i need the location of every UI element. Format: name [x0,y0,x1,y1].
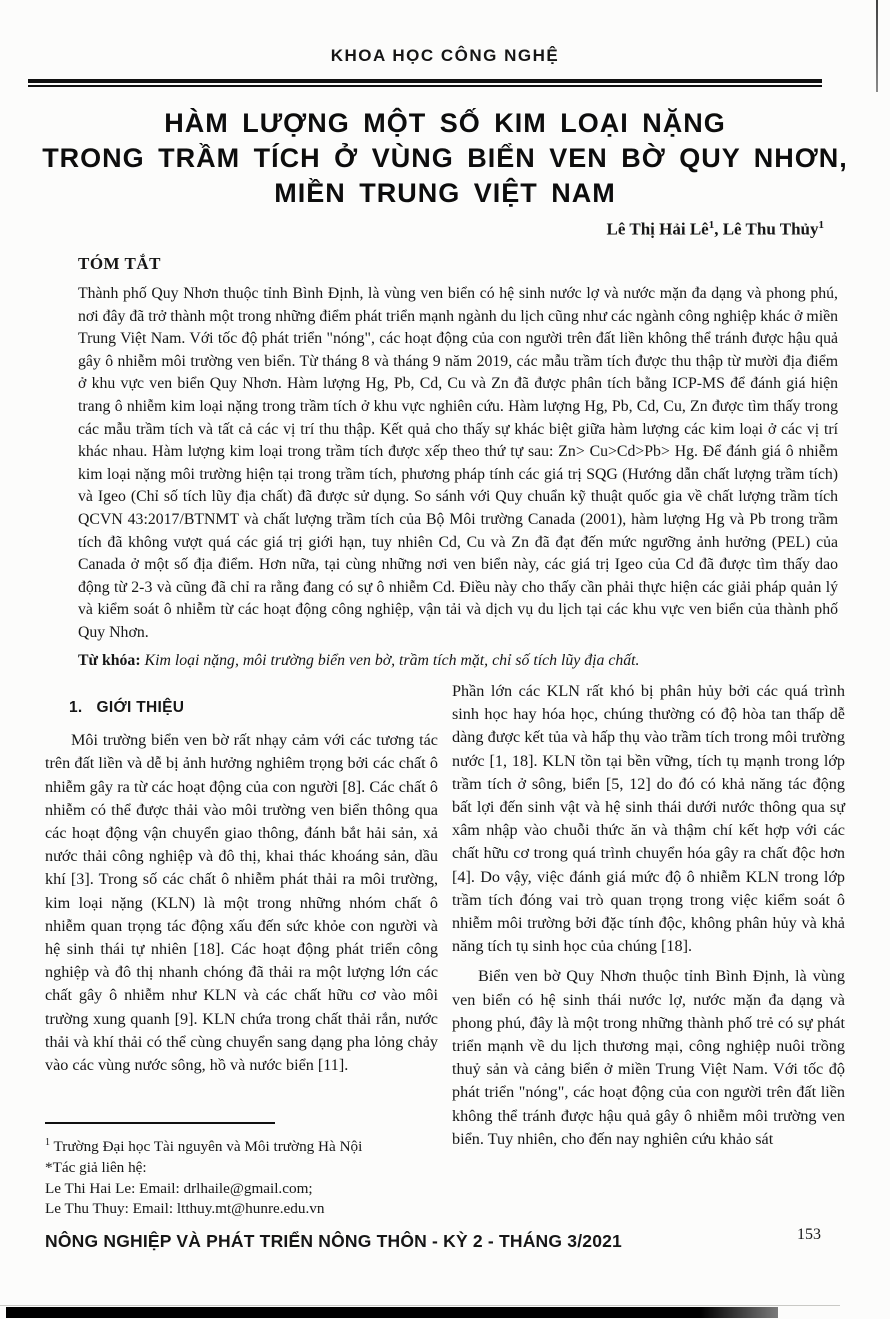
header-rule-thick [28,79,822,83]
intro-right-paragraph-1: Phần lớn các KLN rất khó bị phân hủy bởi các quá trình sinh học hay hóa học, chúng thường có độ hòa tan thấp dễ dàng được kết tủa và hấp thụ vào trầm tích trong môi trường nước [1, 18]. KLN tồn tại bền vững, tích tụ mạnh trong lớp trầm tích ở sông, biển [5, 12] do đó có khả năng tác động bất lợi đến sinh vật và hệ sinh thái dưới nước thông qua sự xâm nhập vào chuỗi thức ăn và thậm chí kết hợp với các chất hữu cơ trong quá trình chuyển hóa gây ra chất độc hơn [4]. Do vậy, việc đánh giá mức độ ô nhiễm KLN trong lớp trầm tích đóng vai trò quan trọng trong việc kiểm soát ô nhiễm môi trường bởi đặc tính độc, không phân hủy và khả năng tích tụ sinh học của chúng [18]. [452,682,845,956]
intro-right-paragraph-2: Biển ven bờ Quy Nhơn thuộc tỉnh Bình Định, là vùng ven biển có hệ sinh thái nước lợ, nước mặn đa dạng và phong phú, đây là một trong những thành phố trẻ có sự phát triển mạnh về du lịch thương mại, công nghiệp nuôi trồng thuỷ sản và cảng biển ở miền Trung Việt Nam. Với tốc độ phát triển "nóng", các hoạt động của con người trên đất liền không thể tránh được hậu quả gây ô nhiễm môi trường ven biển. Tuy nhiên, cho đến nay nghiên cứu khảo sát [452,967,845,1148]
scan-artifact-bottom-edge [0,1305,840,1306]
footnotes-block [45,1122,445,1220]
abstract-body: Thành phố Quy Nhơn thuộc tỉnh Bình Định, là vùng ven biển có hệ sinh nước lợ và nước mặn đa dạng và phong phú, nơi đây đã trở thành một trong những điểm phát triển mạnh ngành du lịch cũng như các ngành công nghiệp khác ở miền Trung Việt Nam. Với tốc độ phát triển "nóng", các hoạt động của con người trên đất liền không thể tránh được hậu quả gây ô nhiễm môi trường ven biển. Từ tháng 8 và tháng 9 năm 2019, các mẫu trầm tích được thu thập từ mười địa điểm ở khu vực ven biển Quy Nhơn. Hàm lượng Hg, Pb, Cd, Cu và Zn đã được phân tích bằng ICP-MS để đánh giá hiện trang ô nhiễm kim loại nặng trong trầm tích ở khu vực nghiên cứu. Hàm lượng Hg, Pb, Cd, Cu, Zn được tìm thấy trong các mẫu trầm tích và tất cả các vị trí thu thập. Kết quả cho thấy sự khác biệt giữa hàm lượng các kim loại ở các vị trí khác nhau. Hàm lượng kim loại trong trầm tích được xếp theo thứ tự sau: Zn> Cu>Cd>Pb> Hg. Để đánh giá ô nhiễm kim loại nặng môi trường hiện tại trong trầm tích, phương pháp tính các giá trị SQG (Hướng dẫn chất lượng trầm tích) và Igeo (Chỉ số tích lũy địa chất) đã được sử dụng. So sánh với Quy chuẩn kỹ thuật quốc gia về chất lượng trầm tích QCVN 43:2017/BTNMT và chất lượng trầm tích của Bộ Môi trường Canada (2001), hàm lượng Hg và Pb trong trầm tích đã không vượt quá các giá trị giới hạn, tuy nhiên Cd, Cu và Zn đã đạt đến mức ngưỡng ảnh hưởng (PEL) của Canada ở một số địa điểm. Hơn nữa, tại cùng những nơi ven biển này, các giá trị Igeo của Cd đã được tìm thấy dao động từ 2-3 và cũng đã chỉ ra rằng đang có sự ô nhiễm Cd. Điều này cho thấy cần phải thực hiện các giải pháp quản lý và kiểm soát ô nhiễm từ các hoạt động công nghiệp, vận tải và dịch vụ du lịch tại các khu vực ven biển của thành phố Quy Nhơn. [78,285,838,641]
journal-section-header: KHOA HỌC CÔNG NGHỆ [330,46,560,65]
footnote-email-1: Le Thi Hai Le: Email: drlhaile@gmail.com; [45,1179,313,1197]
intro-heading-label: GIỚI THIỆU [96,699,185,716]
scan-artifact-bottom-bar [6,1307,778,1318]
keywords-line [78,652,838,670]
body-columns [45,680,845,1151]
footnote-corresponding-author: *Tác giả liên hệ: [45,1158,147,1176]
article-title [30,106,860,211]
footnote-affiliation-mark: 1 [45,1137,50,1148]
abstract-heading: TÓM TẮT [78,254,162,273]
abstract-section [78,254,838,670]
footnote-divider [45,1122,275,1124]
intro-left-paragraph: Môi trường biển ven bờ rất nhạy cảm với các tương tác trên đất liền và dễ bị ảnh hưởng nghiêm trọng bởi các chất ô nhiễm gây ra từ các hoạt động của con người [8]. Các chất ô nhiễm có thể được thải vào môi trường ven biển thông qua các hoạt động vận chuyển giao thông, đánh bắt hải sản, xả nước thải công nghiệp và đô thị, khai thác khoáng sản, dầu khí [3]. Trong số các chất ô nhiễm phát thải ra môi trường, kim loại nặng (KLN) là một trong những nhóm chất ô nhiễm quan trọng tác động xấu đến sức khỏe con người và hệ sinh thái tự nhiên [18]. Các hoạt động phát triển công nghiệp và đô thị nhanh chóng đã thải ra một lượng lớn các chất gây ô nhiễm như KLN và các chất hữu cơ vào môi trường xung quanh [9]. KLN chứa trong chất thải rắn, nước thải và khí thải có thể cùng chuyển sang dạng pha lỏng chảy vào các vùng nước sông, hồ và nước biển [11]. [45,731,438,1075]
author-2-affiliation-mark: 1 [818,219,824,231]
authors-line [607,219,824,240]
author-1-name: Lê Thị Hải Lê [606,219,709,239]
authors-separator: , [714,219,723,239]
keywords-text: Kim loại nặng, môi trường biển ven bờ, trầm tích mặt, chỉ số tích lũy địa chất. [140,651,640,669]
header-double-rule [28,79,822,87]
scan-artifact-vertical-line [876,0,878,92]
page-number: 153 [797,1226,821,1243]
intro-heading-number: 1. [69,699,83,716]
article-title-line1: HÀM LƯỢNG MỘT SỐ KIM LOẠI NẶNG [164,108,726,138]
intro-section-heading [69,696,438,719]
header-rule-thin [28,85,822,87]
author-1-affiliation-mark: 1 [708,219,715,231]
article-title-line2: TRONG TRẦM TÍCH Ở VÙNG BIỂN VEN BỜ QUY NHƠN, [42,143,848,173]
footnote-email-2: Le Thu Thuy: Email: ltthuy.mt@hunre.edu.vn [45,1200,325,1218]
keywords-label: Từ khóa: [78,651,141,669]
right-column [452,680,845,1151]
article-title-line3: MIỀN TRUNG VIỆT NAM [274,178,616,208]
left-column [45,680,438,1151]
footnote-affiliation [45,1133,445,1158]
footer-journal-name: NÔNG NGHIỆP VÀ PHÁT TRIỂN NÔNG THÔN - KỲ 2 - THÁNG 3/2021 [45,1231,622,1251]
author-2-name: Lê Thu Thủy [722,219,819,239]
footnote-affiliation-text: Trường Đại học Tài nguyên và Môi trường Hà Nội [50,1138,363,1156]
